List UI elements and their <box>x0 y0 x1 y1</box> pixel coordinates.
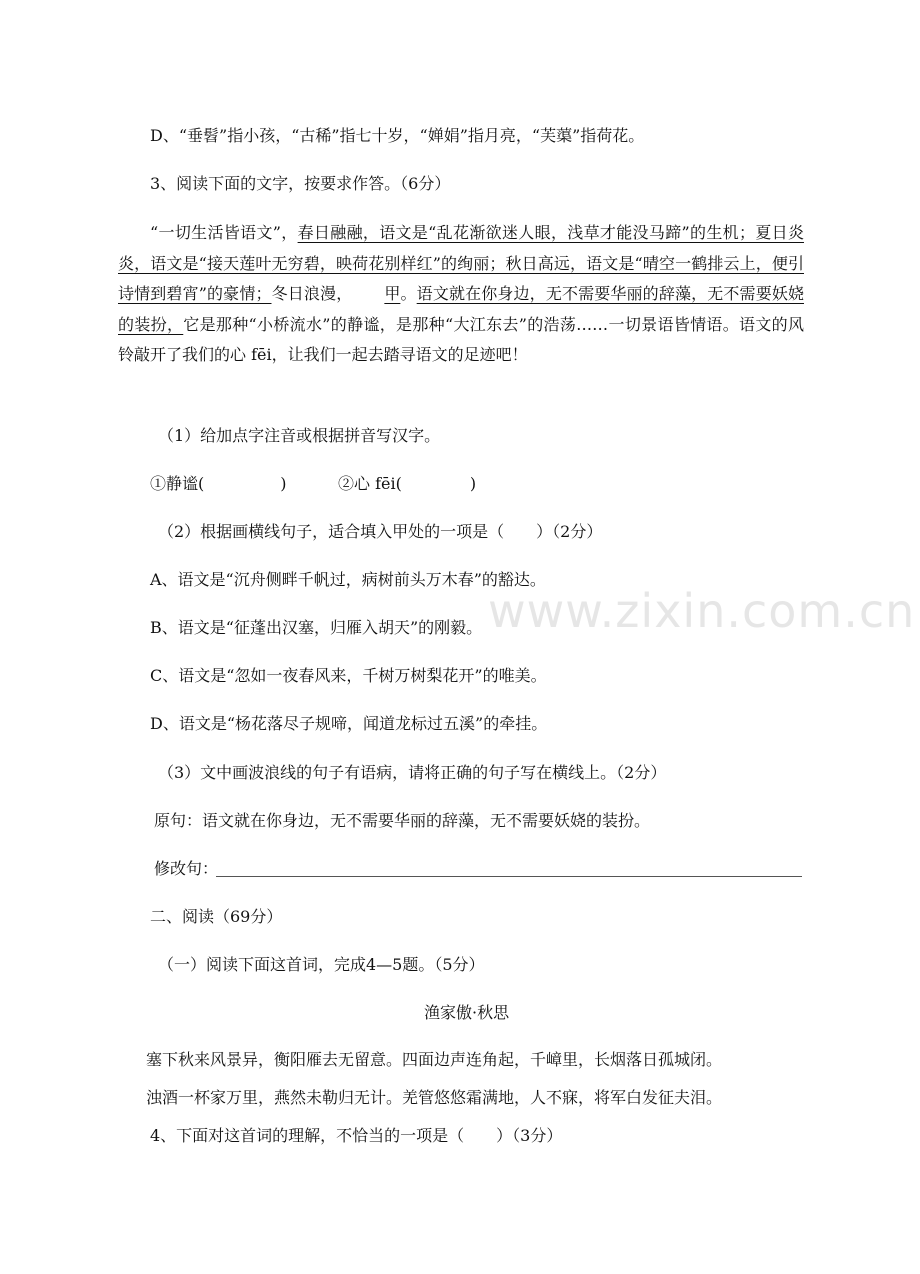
passage-underlined: 春日融融，语文是“乱花渐欲迷人眼，浅草才能没马蹄”的生机；夏日炎炎，语文是“接天莲叶无穷碧，映荷花别样红”的绚丽；秋日高远，语文是“晴空一鹤排云上，便引诗情到碧宵”的豪情； <box>118 223 804 304</box>
sub2-option-c: C、语文是“忽如一夜春风来，千树万树梨花开”的唯美。 <box>150 666 547 685</box>
poem-line-1: 塞下秋来风景异，衡阳雁去无留意。四面边声连角起，千嶂里，长烟落日孤城闭。 <box>146 1050 723 1069</box>
passage-period: 。 <box>400 284 417 304</box>
watermark: www.zixin.com.cn <box>488 584 916 638</box>
sub2-option-d: D、语文是“杨花落尽子规啼，闻道龙标过五溪”的牵挂。 <box>150 714 548 733</box>
section2-heading: 二、阅读（69分） <box>150 907 283 926</box>
sub3-revised-label: 修改句： <box>154 859 219 878</box>
sub3-heading: （3）文中画波浪线的句子有语病，请将正确的句子写在横线上。（2分） <box>158 763 667 782</box>
sub3-original: 原句：语文就在你身边，无不需要华丽的辞藻，无不需要妖娆的装扮。 <box>154 811 651 830</box>
sub1-item1 <box>150 473 287 495</box>
sub2-heading: （2）根据画横线句子，适合填入甲处的一项是（ ）（2分） <box>158 522 603 541</box>
sub1-item2 <box>338 473 476 495</box>
part1-heading: （一）阅读下面这首词，完成4—5题。（5分） <box>158 955 485 974</box>
q3-passage <box>118 218 804 371</box>
passage-blank-jia: 甲 <box>384 284 401 304</box>
q4-heading: 4、下面对这首词的理解，不恰当的一项是（ ）（3分） <box>150 1126 563 1145</box>
sub1-heading: （1）给加点字注音或根据拼音写汉字。 <box>158 426 441 445</box>
poem-line-2: 浊酒一杯家万里，燕然未勒归无计。羌管悠悠霜满地，人不寐，将军白发征夫泪。 <box>146 1088 723 1107</box>
passage-wavy: 语文就在你身边，无不需要华丽的辞藻，无不需要妖娆的装扮， <box>118 284 804 334</box>
sub2-option-a: A、语文是“沉舟侧畔千帆过，病树前头万木春”的豁达。 <box>150 570 546 589</box>
sub1-item1-close: ) <box>280 474 287 493</box>
option-prev-d: D、“垂髫”指小孩，“古稀”指七十岁，“婵娟”指月亮，“芙蕖”指荷花。 <box>150 126 645 145</box>
sub1-item1-label: ①静谧( <box>150 474 205 493</box>
sub1-item2-close: ) <box>469 474 477 493</box>
passage-winter: 冬日浪漫， <box>271 284 353 304</box>
q3-heading: 3、阅读下面的文字，按要求作答。（6分） <box>150 174 451 193</box>
sub1-item2-label: ②心 fēi( <box>338 474 402 493</box>
sub2-option-b: B、语文是“征蓬出汉塞，归雁入胡天”的刚毅。 <box>150 618 483 637</box>
passage-rest: 它是那种“小桥流水”的静谧，是那种“大江东去”的浩荡……一切景语皆情语。语文的风铃敲开了我们的心 fēi，让我们一起去踏寻语文的足迹吧！ <box>118 314 804 365</box>
revised-answer-line <box>216 876 802 877</box>
poem-title: 渔家傲·秋思 <box>424 1003 510 1022</box>
passage-intro: “一切生活皆语文”， <box>150 223 298 242</box>
